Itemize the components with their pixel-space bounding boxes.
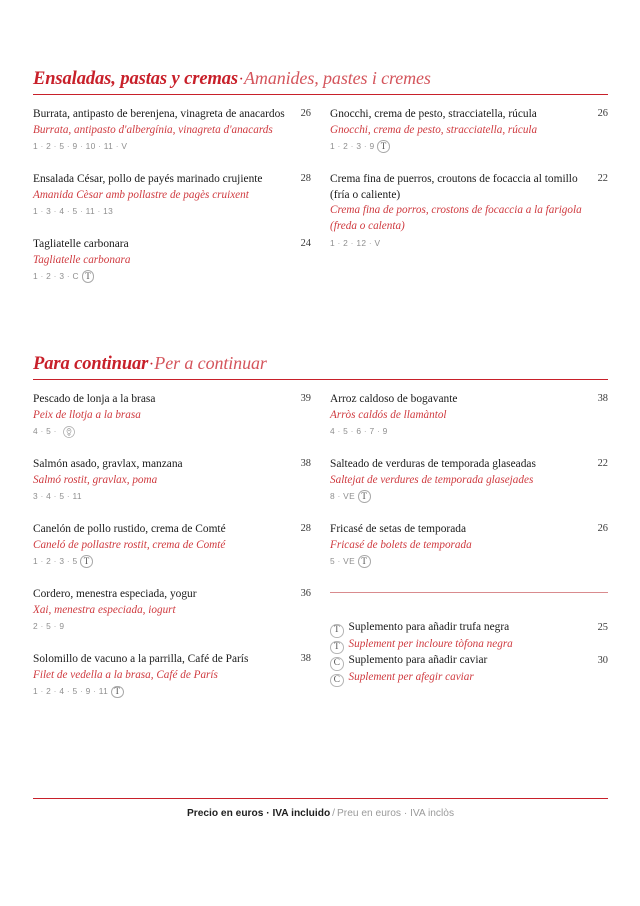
supplement-price: 25 — [597, 622, 608, 634]
allergen-list: 1 · 2 · 3 · C T — [33, 270, 311, 283]
truffle-supplement-badge: T — [377, 140, 390, 153]
menu-section-salads — [33, 68, 608, 285]
allergen-list: 4 · 5 · 6 · 7 · 9 — [330, 426, 388, 437]
allergen-code: 3 — [46, 206, 52, 217]
allergen-list: 4 · 5 · — [33, 425, 311, 438]
section-title-es: Para continuar — [33, 354, 149, 374]
allergen-code: 6 — [356, 426, 362, 437]
menu-column-right — [330, 95, 608, 262]
menu-column-left — [33, 95, 311, 296]
supplement-item[interactable] — [330, 619, 608, 636]
truffle-supplement-badge: T — [330, 641, 344, 655]
menu-item[interactable] — [33, 107, 311, 153]
allergen-code: 11 — [72, 491, 82, 502]
footer-note-ca: Preu en euros · IVA inclòs — [337, 808, 455, 819]
dish-price: 22 — [597, 458, 608, 470]
dish-name-ca: Caneló de pollastre rostit, crema de Comté — [33, 538, 226, 551]
dish-price: 22 — [597, 173, 608, 185]
allergen-list: 1 · 2 · 4 · 5 · 9 · 11 T — [33, 685, 311, 698]
dish-name-es: Burrata, antipasto de berenjena, vinagreta de anacardos — [33, 108, 285, 120]
allergen-code: 5 — [46, 621, 52, 632]
dish-name-ca: Salmó rostit, gravlax, poma — [33, 473, 158, 486]
section-columns — [33, 380, 608, 740]
dish-name-es: Gnocchi, crema de pesto, stracciatella, rúcula — [330, 108, 537, 120]
section-title-separator: · — [149, 356, 154, 373]
menu-item[interactable] — [33, 237, 311, 283]
allergen-code: 11 — [103, 141, 114, 152]
truffle-supplement-badge: T — [111, 686, 124, 699]
truffle-supplement-badge: T — [358, 490, 371, 503]
allergen-code: 10 — [85, 141, 96, 152]
dish-name-ca: Saltejat de verdures de temporada glasejades — [330, 473, 534, 486]
caviar-supplement-badge: C — [330, 674, 344, 688]
menu-item[interactable] — [33, 172, 311, 218]
truffle-supplement-badge: T — [358, 555, 371, 568]
allergen-code: 2 — [46, 271, 52, 282]
dish-name-ca: Fricasé de bolets de temporada — [330, 538, 472, 551]
allergen-code: 2 — [343, 141, 349, 152]
section-heading — [33, 353, 608, 380]
footer-note-es: Precio en euros · IVA incluido — [186, 808, 331, 819]
allergen-code: 12 — [356, 237, 367, 248]
allergen-code: 3 — [59, 271, 65, 282]
allergen-code: 5 — [72, 686, 78, 697]
truffle-supplement-badge: T — [82, 270, 95, 283]
allergen-code: 1 — [33, 686, 39, 697]
allergen-code: 3 — [59, 556, 65, 567]
section-title-separator: · — [239, 71, 244, 88]
allergen-code: 11 — [98, 686, 109, 697]
menu-item[interactable] — [330, 522, 608, 568]
dish-name-es: Pescado de lonja a la brasa — [33, 393, 156, 405]
supplement-label-ca: Suplement per afegir caviar — [348, 670, 474, 683]
allergen-list: 5 · VE T — [330, 555, 608, 568]
allergen-code: 9 — [382, 426, 388, 437]
section-title-ca: Amanides, pastes i cremes — [244, 68, 431, 88]
menu-item[interactable] — [33, 457, 311, 503]
dish-name-ca: Burrata, antipasto d'albergínia, vinagreta d'anacards — [33, 123, 273, 136]
allergen-code: C — [72, 271, 79, 282]
allergen-code: 5 — [46, 426, 52, 437]
allergen-code: 2 — [46, 686, 52, 697]
dish-name-ca: Amanida Cèsar amb pollastre de pagès cruixent — [33, 188, 249, 201]
allergen-code: 3 — [33, 491, 39, 502]
allergen-list: 1 · 2 · 3 · 9 T — [330, 140, 608, 153]
dish-name-ca: Arròs caldós de llamàntol — [330, 408, 447, 421]
menu-item[interactable] — [330, 172, 608, 249]
truffle-supplement-badge: T — [80, 555, 93, 568]
allergen-code: 9 — [72, 141, 78, 152]
caviar-supplement-badge: C — [330, 657, 344, 671]
section-heading — [33, 68, 608, 95]
dish-price: 38 — [597, 393, 608, 404]
allergen-code: 5 — [330, 556, 336, 567]
dish-price: 26 — [597, 108, 608, 119]
dish-price: 38 — [300, 458, 311, 470]
allergen-code: 5 — [72, 206, 78, 217]
allergen-code: 1 — [33, 206, 39, 217]
allergen-code: 2 — [46, 141, 52, 152]
supplement-label-ca: Suplement per incloure tòfona negra — [348, 637, 513, 650]
allergen-code: 1 — [33, 141, 39, 152]
allergen-code: 2 — [46, 556, 52, 567]
dish-name-ca: Gnocchi, crema de pesto, stracciatella, rúcula — [330, 123, 538, 136]
dish-price: 26 — [597, 523, 608, 535]
allergen-code: VE — [343, 556, 356, 567]
allergen-code: 13 — [103, 206, 114, 217]
dish-name-ca: Filet de vedella a la brasa, Café de París — [33, 668, 218, 681]
allergen-list: 1 · 2 · 12 · V — [330, 237, 381, 248]
dish-price: 28 — [300, 523, 311, 535]
sustainable-fishing-icon — [62, 425, 75, 438]
allergen-code: V — [374, 237, 381, 248]
supplement-price: 30 — [597, 655, 608, 667]
section-title-ca: Per a continuar — [154, 353, 267, 373]
supplement-item[interactable] — [330, 652, 608, 669]
dish-name-ca: Peix de llotja a la brasa — [33, 408, 141, 421]
supplement-item-ca — [330, 636, 608, 653]
menu-item[interactable] — [330, 392, 608, 438]
truffle-supplement-badge: T — [330, 624, 344, 638]
allergen-code: 1 — [33, 271, 39, 282]
dish-name-es: Tagliatelle carbonara — [33, 238, 129, 251]
allergen-code: V — [121, 141, 128, 152]
footer-note — [33, 808, 608, 819]
dish-name-es: Solomillo de vacuno a la parrilla, Café de París — [33, 653, 249, 666]
allergen-code: 5 — [59, 491, 65, 502]
allergen-code: 8 — [330, 491, 336, 502]
dish-name-es: Salteado de verduras de temporada glaseadas — [330, 458, 536, 471]
allergen-code: 1 — [330, 237, 336, 248]
menu-item[interactable] — [33, 522, 311, 568]
supplements-block — [330, 592, 608, 685]
supplements-divider — [330, 592, 608, 593]
allergen-code: 5 — [72, 556, 78, 567]
dish-name-es-line2: (fría o caliente) — [330, 188, 401, 201]
allergen-code: 1 — [330, 141, 336, 152]
section-title-es: Ensaladas, pastas y cremas — [33, 69, 239, 89]
menu-column-left — [33, 380, 311, 711]
dish-name-es: Salmón asado, gravlax, manzana — [33, 458, 183, 471]
dish-name-es: Cordero, menestra especiada, yogur — [33, 588, 197, 601]
allergen-code: 7 — [369, 426, 375, 437]
section-columns — [33, 95, 608, 285]
allergen-code: 4 — [46, 491, 52, 502]
allergen-list: 3 · 4 · 5 · 11 — [33, 491, 82, 502]
menu-section-mains — [33, 353, 608, 740]
dish-price: 38 — [300, 653, 311, 665]
allergen-list: 1 · 3 · 4 · 5 · 11 · 13 — [33, 206, 114, 217]
footer-separator: / — [332, 808, 336, 819]
menu-item[interactable] — [330, 107, 608, 153]
supplement-label-es: Suplemento para añadir caviar — [348, 654, 488, 667]
dish-name-ca: Crema fina de porros, crostons de focaccia a la farigola — [330, 204, 582, 217]
dish-price: 26 — [300, 108, 311, 119]
dish-name-es: Crema fina de puerros, croutons de focaccia al tomillo — [330, 173, 578, 186]
dish-price: 39 — [300, 393, 311, 404]
dish-price: 24 — [300, 238, 311, 250]
allergen-code: 5 — [59, 141, 65, 152]
allergen-code: 4 — [59, 686, 65, 697]
allergen-code: 9 — [85, 686, 91, 697]
dish-name-es: Ensalada César, pollo de payés marinado crujiente — [33, 173, 263, 186]
allergen-code: VE — [343, 491, 356, 502]
allergen-list: 8 · VE T — [330, 490, 608, 503]
allergen-code: 2 — [343, 237, 349, 248]
allergen-code: 9 — [59, 621, 65, 632]
allergen-code: 4 — [330, 426, 336, 437]
supplement-item-ca — [330, 669, 608, 686]
menu-item[interactable] — [33, 652, 311, 698]
supplement-label-es: Suplemento para añadir trufa negra — [348, 621, 510, 634]
menu-item[interactable] — [330, 457, 608, 503]
allergen-code: 11 — [85, 206, 96, 217]
menu-item[interactable] — [33, 587, 311, 633]
page-footer — [33, 798, 608, 819]
dish-name-es: Canelón de pollo rustido, crema de Comté — [33, 523, 226, 536]
dish-price: 28 — [300, 173, 311, 185]
allergen-code: 1 — [33, 556, 39, 567]
allergen-code: 5 — [343, 426, 349, 437]
menu-column-right — [330, 380, 608, 685]
allergen-code: 4 — [33, 426, 39, 437]
allergen-list: 2 · 5 · 9 — [33, 621, 65, 632]
allergen-code: 3 — [356, 141, 362, 152]
dish-name-ca: Tagliatelle carbonara — [33, 253, 131, 266]
dish-name-es: Fricasé de setas de temporada — [330, 523, 466, 536]
allergen-list: 1 · 2 · 5 · 9 · 10 · 11 · V — [33, 141, 128, 152]
allergen-list: 1 · 2 · 3 · 5 T — [33, 555, 311, 568]
allergen-code: 2 — [33, 621, 39, 632]
dish-name-es: Arroz caldoso de bogavante — [330, 393, 458, 405]
footer-divider — [33, 798, 608, 799]
allergen-code: 9 — [369, 141, 375, 152]
dish-price: 36 — [300, 588, 311, 600]
dish-name-ca: Xai, menestra especiada, iogurt — [33, 603, 176, 616]
dish-name-ca-line2: (freda o calenta) — [330, 220, 405, 233]
allergen-code: 4 — [59, 206, 65, 217]
menu-item[interactable] — [33, 392, 311, 438]
